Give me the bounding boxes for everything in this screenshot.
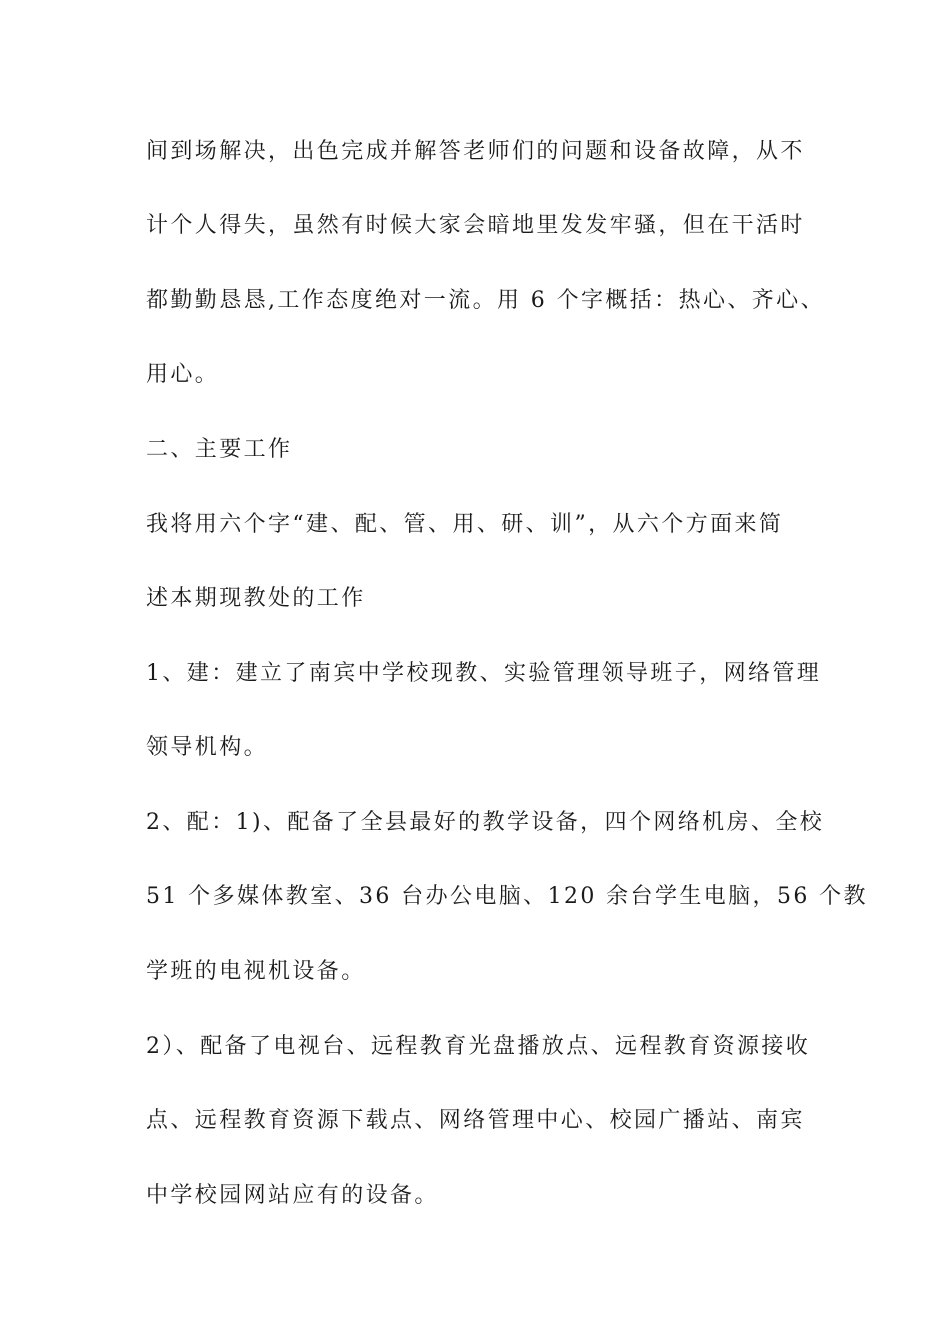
paragraph-line: 我将用六个字“建、配、管、用、研、训”，从六个方面来简 — [146, 512, 784, 537]
paragraph-line: 述本期现教处的工作 — [146, 586, 366, 611]
list-item-line: 学班的电视机设备。 — [146, 959, 366, 984]
paragraph-line: 计个人得失，虽然有时候大家会暗地里发发牢骚，但在干活时 — [146, 213, 805, 238]
list-item-line: 中学校园网站应有的设备。 — [146, 1183, 439, 1208]
paragraph-line: 间到场解决，出色完成并解答老师们的问题和设备故障，从不 — [146, 139, 805, 164]
list-item-line: 点、远程教育资源下载点、网络管理中心、校园广播站、南宾 — [146, 1108, 805, 1133]
section-heading: 二、主要工作 — [146, 437, 293, 462]
paragraph-line: 用心。 — [146, 362, 220, 387]
list-item-line: 51 个多媒体教室、36 台办公电脑、120 余台学生电脑，56 个教 — [146, 884, 868, 909]
list-item-line: 1、建：建立了南宾中学校现教、实验管理领导班子，网络管理 — [146, 661, 822, 686]
list-item-line: 2、配：1)、配备了全县最好的教学设备，四个网络机房、全校 — [146, 810, 825, 835]
list-item-line: 2）、配备了电视台、远程教育光盘播放点、远程教育资源接收 — [146, 1034, 811, 1059]
paragraph-line: 都勤勤恳恳,工作态度绝对一流。用 6 个字概括：热心、齐心、 — [146, 288, 825, 313]
list-item-line: 领导机构。 — [146, 735, 269, 760]
